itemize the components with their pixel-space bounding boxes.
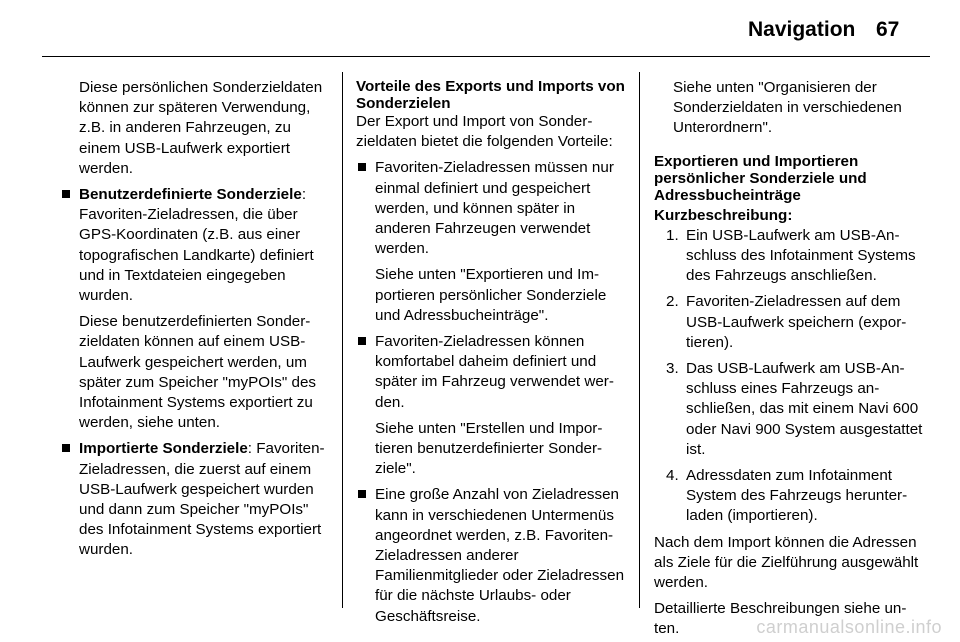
page-header-title: Navigation	[748, 18, 856, 41]
bullet-subparagraph: Diese benutzerdefinierten Sonderzieldaten können auf einem USB-Laufwerk gespeichert werden, um später zum Speicher "myPOIs" des Infotainment Systems exportiert zu werden, siehe unten.	[79, 313, 316, 432]
numbered-step	[654, 359, 926, 460]
step-number: 2.	[666, 293, 679, 311]
bullet-subparagraph: Siehe unten "Exportieren und Importieren persönlicher Sonderziele und Adressbucheinträge".	[375, 266, 607, 324]
bullet-square-icon	[358, 163, 366, 171]
column-2	[356, 78, 628, 627]
numbered-step	[654, 466, 926, 527]
step-text: Favoriten-Zieladressen auf dem USB-Laufwerk speichern (exportieren).	[686, 293, 907, 351]
step-number: 4.	[666, 467, 679, 485]
column-divider	[639, 72, 640, 608]
step-number: 3.	[666, 360, 679, 378]
bullet-square-icon	[358, 490, 366, 498]
bullet-term: Benutzerdefinierte Sonderziele	[79, 186, 302, 204]
step-number: 1.	[666, 226, 679, 244]
body-paragraph: Detaillierte Beschreibungen siehe unten.	[654, 600, 907, 638]
header-rule	[42, 56, 930, 57]
bullet-item	[356, 485, 628, 626]
numbered-step	[654, 226, 926, 287]
step-text: Ein USB-Laufwerk am USB-Anschluss des Infotainment Systems des Fahrzeugs anschließen.	[686, 226, 916, 285]
numbered-step	[654, 292, 926, 353]
bullet-text: Favoriten-Zieladressen müssen nur einmal definiert und gespeichert werden, und können später in anderen Fahrzeugen verwendet werden.	[375, 159, 614, 258]
column-divider	[342, 72, 343, 608]
step-text: Das USB-Laufwerk am USB-Anschluss eines Fahrzeugs anschließen, das mit einem Navi 600 oder Navi 900 System ausgestattet ist.	[686, 360, 923, 458]
bullet-text: : Favoriten-Zieladressen, die über GPS-Koordinaten (z.B. aus einer topografischen Landkarte) definiert und in Textdateien eingegeben wurden.	[79, 186, 314, 305]
bullet-text: Favoriten-Zieladressen können komfortabel daheim definiert und später im Fahrzeug verwendet werden.	[375, 333, 614, 411]
body-paragraph: Nach dem Import können die Adressen als Ziele für die Zielführung ausgewählt werden.	[654, 533, 919, 592]
column-1	[60, 78, 330, 561]
bullet-item	[60, 439, 330, 560]
sub-heading: Kurzbeschreibung:	[654, 206, 793, 224]
bullet-text: : Favoriten-Zieladressen, die zuerst auf einem USB-Laufwerk gespeichert wurden und dann zum Speicher "myPOIs" des Infotainment Systems exportiert wurden.	[79, 440, 325, 559]
bullet-item	[356, 332, 628, 413]
bullet-term: Importierte Sonderziele	[79, 440, 248, 458]
continued-paragraph: Siehe unten "Organisieren der Sonderzieldaten in verschiedenen Unterordnern".	[673, 79, 902, 137]
column-3	[654, 78, 926, 640]
intro-paragraph: Diese persönlichen Sonderzieldaten können zur späteren Verwendung, z.B. in anderen Fahrzeugen, zu einem USB-Laufwerk exportiert werden.	[79, 79, 323, 177]
section-heading: Exportieren und Importieren persönlicher Sonderziele und Adressbucheinträge	[654, 152, 867, 204]
section-heading: Vorteile des Exports und Imports von Sonderzielen	[356, 78, 625, 112]
bullet-item	[356, 158, 628, 259]
watermark-text: carmanualsonline.info	[756, 617, 942, 637]
bullet-square-icon	[358, 337, 366, 345]
bullet-square-icon	[62, 190, 70, 198]
bullet-text: Eine große Anzahl von Zieladressen kann in verschiedenen Untermenüs angeordnet werden, z.B. Favoriten-Zieladressen anderer Familienmitglieder oder Zieladressen für die nächste Urlaubs- oder Geschäftsreise.	[375, 486, 625, 625]
section-intro: Der Export und Import von Sonderzieldaten bietet die folgenden Vorteile:	[356, 113, 613, 151]
step-text: Adressdaten zum Infotainment System des Fahrzeugs herunterladen (importieren).	[686, 467, 908, 525]
bullet-item	[60, 185, 330, 306]
page-number: 67	[876, 18, 900, 41]
bullet-square-icon	[62, 444, 70, 452]
bullet-subparagraph: Siehe unten "Erstellen und Importieren benutzerdefinierter Sonderziele".	[375, 419, 603, 478]
